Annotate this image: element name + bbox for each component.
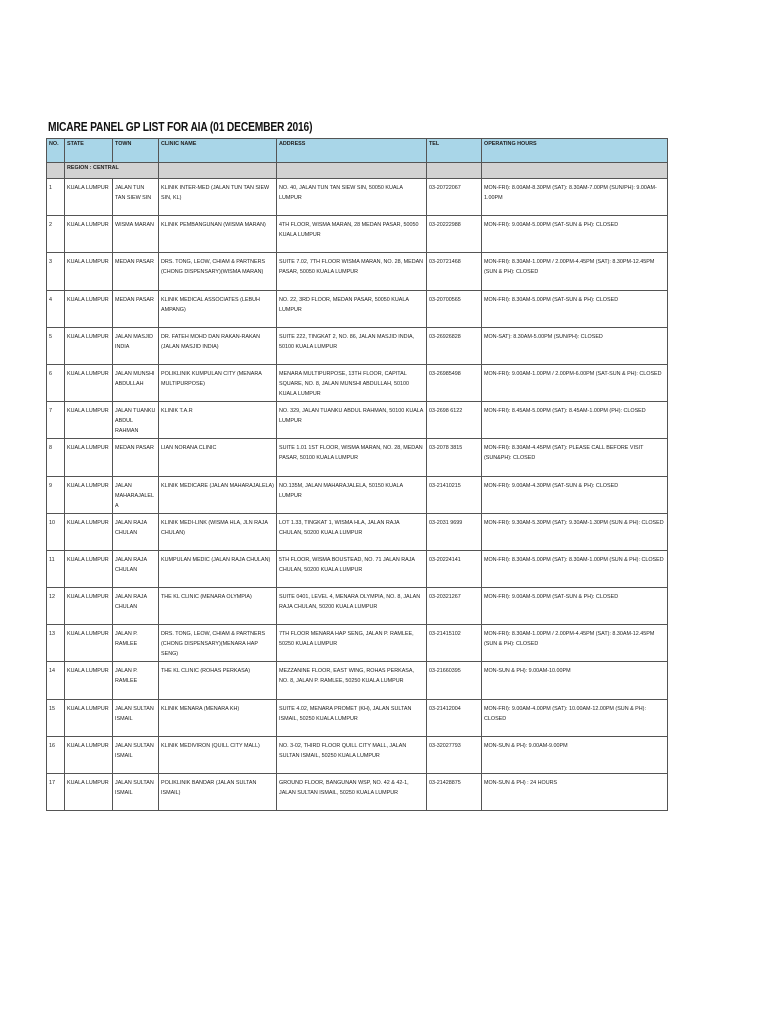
table-header <box>47 139 668 163</box>
cell-address: SUITE 4.02, MENARA PROMET (KH), JALAN SULTAN ISMAIL, 50250 KUALA LUMPUR <box>277 699 427 736</box>
cell-operating-hours: MON-FRI): 9.00AM-5.00PM (SAT-SUN & PH): CLOSED <box>482 216 668 253</box>
table-row <box>47 216 668 253</box>
col-header-state: STATE <box>65 139 113 163</box>
col-header-no: NO. <box>47 139 65 163</box>
cell-tel: 03-21660395 <box>427 662 482 699</box>
cell-address: SUITE 0401, LEVEL 4, MENARA OLYMPIA, NO. 8, JALAN RAJA CHULAN, 50200 KUALA LUMPUR <box>277 588 427 625</box>
cell-tel: 03-20700565 <box>427 290 482 327</box>
cell-address: NO. 40, JALAN TUN TAN SIEW SIN, 50050 KUALA LUMPUR <box>277 179 427 216</box>
cell-tel: 03-20222988 <box>427 216 482 253</box>
cell-address: SUITE 222, TINGKAT 2, NO. 86, JALAN MASJID INDIA, 50100 KUALA LUMPUR <box>277 327 427 364</box>
col-header-clinic-name: CLINIC NAME <box>159 139 277 163</box>
cell-clinic-name: KLINIK PEMBANGUNAN (WISMA MARAN) <box>159 216 277 253</box>
cell-address: MENARA MULTIPURPOSE, 13TH FLOOR, CAPITAL SQUARE, NO. 8, JALAN MUNSHI ABDULLAH, 50100 KUALA LUMPUR <box>277 364 427 401</box>
col-header-tel: TEL <box>427 139 482 163</box>
cell-address: MEZZANINE FLOOR, EAST WING, ROHAS PERKASA, NO. 8, JALAN P. RAMLEE, 50250 KUALA LUMPUR <box>277 662 427 699</box>
cell-operating-hours: MON-FRI): 9.00AM-1.00PM / 2.00PM-6.00PM (SAT-SUN & PH): CLOSED <box>482 364 668 401</box>
cell-tel: 03-21410215 <box>427 476 482 513</box>
cell-tel: 03-21415102 <box>427 625 482 662</box>
cell-state: KUALA LUMPUR <box>65 439 113 476</box>
cell-tel: 03-26985498 <box>427 364 482 401</box>
cell-address: 7TH FLOOR MENARA HAP SENG, JALAN P. RAMLEE, 50250 KUALA LUMPUR <box>277 625 427 662</box>
cell-state: KUALA LUMPUR <box>65 550 113 587</box>
region-cell-no <box>47 163 65 179</box>
table-row <box>47 699 668 736</box>
cell-operating-hours: MON-FRI): 9.00AM-4.00PM (SAT): 10.00AM-12.00PM (SUN & PH): CLOSED <box>482 699 668 736</box>
cell-state: KUALA LUMPUR <box>65 216 113 253</box>
cell-address: 5TH FLOOR, WISMA BOUSTEAD, NO. 71 JALAN RAJA CHULAN, 50200 KUALA LUMPUR <box>277 550 427 587</box>
table-row <box>47 662 668 699</box>
table-row <box>47 513 668 550</box>
cell-state: KUALA LUMPUR <box>65 402 113 439</box>
cell-clinic-name: POLIKLINIK KUMPULAN CITY (MENARA MULTIPURPOSE) <box>159 364 277 401</box>
cell-state: KUALA LUMPUR <box>65 327 113 364</box>
cell-operating-hours: MON-SUN & PH): 9.00AM-10.00PM <box>482 662 668 699</box>
table-row <box>47 550 668 587</box>
cell-clinic-name: LIAN NORANA CLINIC <box>159 439 277 476</box>
cell-town: JALAN RAJA CHULAN <box>113 550 159 587</box>
table-row <box>47 476 668 513</box>
cell-state: KUALA LUMPUR <box>65 364 113 401</box>
col-header-town: TOWN <box>113 139 159 163</box>
cell-operating-hours: MON-SUN & PH): 9.00AM-9.00PM <box>482 736 668 773</box>
cell-address: NO.135M, JALAN MAHARAJALELA, 50150 KUALA LUMPUR <box>277 476 427 513</box>
col-header-operating-hours: OPERATING HOURS <box>482 139 668 163</box>
cell-operating-hours: MON-SUN & PH) : 24 HOURS <box>482 774 668 811</box>
cell-town: JALAN SULTAN ISMAIL <box>113 736 159 773</box>
cell-state: KUALA LUMPUR <box>65 625 113 662</box>
cell-no: 11 <box>47 550 65 587</box>
cell-operating-hours: MON-FRI): 9.30AM-5.30PM (SAT): 9.30AM-1.30PM (SUN & PH): CLOSED <box>482 513 668 550</box>
cell-town: JALAN MUNSHI ABDULLAH <box>113 364 159 401</box>
table-body <box>47 163 668 811</box>
header-row <box>47 139 668 163</box>
cell-tel: 03-32027793 <box>427 736 482 773</box>
cell-clinic-name: POLIKLINIK BANDAR (JALAN SULTAN ISMAIL) <box>159 774 277 811</box>
table-row <box>47 625 668 662</box>
cell-no: 17 <box>47 774 65 811</box>
cell-no: 4 <box>47 290 65 327</box>
table-row <box>47 327 668 364</box>
cell-clinic-name: KLINIK MEDI-LINK (WISMA HLA, JLN RAJA CHULAN) <box>159 513 277 550</box>
table-row <box>47 774 668 811</box>
cell-tel: 03-21412004 <box>427 699 482 736</box>
cell-address: SUITE 7.02, 7TH FLOOR WISMA MARAN, NO. 28, MEDAN PASAR, 50050 KUALA LUMPUR <box>277 253 427 290</box>
cell-tel: 03-2698 6122 <box>427 402 482 439</box>
cell-town: WISMA MARAN <box>113 216 159 253</box>
table-row <box>47 402 668 439</box>
cell-clinic-name: DRS. TONG, LEOW, CHIAM & PARTNERS (CHONG DISPENSARY)(WISMA MARAN) <box>159 253 277 290</box>
cell-tel: 03-2031 9699 <box>427 513 482 550</box>
cell-operating-hours: MON-FRI): 8.30AM-4.45PM (SAT): PLEASE CALL BEFORE VISIT (SUN&PH): CLOSED <box>482 439 668 476</box>
cell-clinic-name: DR. FATEH MOHD DAN RAKAN-RAKAN (JALAN MASJID INDIA) <box>159 327 277 364</box>
cell-town: JALAN MASJID INDIA <box>113 327 159 364</box>
cell-no: 12 <box>47 588 65 625</box>
region-label: REGION : CENTRAL <box>65 163 159 179</box>
cell-no: 9 <box>47 476 65 513</box>
cell-town: MEDAN PASAR <box>113 290 159 327</box>
cell-town: MEDAN PASAR <box>113 253 159 290</box>
cell-no: 16 <box>47 736 65 773</box>
cell-town: MEDAN PASAR <box>113 439 159 476</box>
cell-clinic-name: KLINIK MENARA (MENARA KH) <box>159 699 277 736</box>
cell-address: LOT 1.33, TINGKAT 1, WISMA HLA, JALAN RAJA CHULAN, 50200 KUALA LUMPUR <box>277 513 427 550</box>
cell-no: 6 <box>47 364 65 401</box>
cell-no: 15 <box>47 699 65 736</box>
cell-tel: 03-20721468 <box>427 253 482 290</box>
cell-town: JALAN TUANKU ABDUL RAHMAN <box>113 402 159 439</box>
cell-state: KUALA LUMPUR <box>65 699 113 736</box>
cell-address: NO. 22, 3RD FLOOR, MEDAN PASAR, 50050 KUALA LUMPUR <box>277 290 427 327</box>
table-row <box>47 253 668 290</box>
cell-operating-hours: MON-FRI): 8.00AM-8.30PM (SAT): 8.30AM-7.00PM (SUN/PH): 9.00AM-1.00PM <box>482 179 668 216</box>
cell-state: KUALA LUMPUR <box>65 253 113 290</box>
cell-clinic-name: KLINIK MEDIVIRON (QUILL CITY MALL) <box>159 736 277 773</box>
cell-tel: 03-26926828 <box>427 327 482 364</box>
cell-town: JALAN P. RAMLEE <box>113 662 159 699</box>
cell-clinic-name: THE KL CLINIC (MENARA OLYMPIA) <box>159 588 277 625</box>
cell-no: 1 <box>47 179 65 216</box>
table-row <box>47 736 668 773</box>
cell-tel: 03-2078 3815 <box>427 439 482 476</box>
cell-operating-hours: MON-FRI): 9.00AM-4.30PM (SAT-SUN & PH): CLOSED <box>482 476 668 513</box>
cell-operating-hours: MON-SAT): 8.30AM-5.00PM (SUN/PH): CLOSED <box>482 327 668 364</box>
cell-state: KUALA LUMPUR <box>65 476 113 513</box>
cell-address: NO. 329, JALAN TUANKU ABDUL RAHMAN, 50100 KUALA LUMPUR <box>277 402 427 439</box>
cell-no: 3 <box>47 253 65 290</box>
region-cell-tel <box>427 163 482 179</box>
cell-clinic-name: KUMPULAN MEDIC (JALAN RAJA CHULAN) <box>159 550 277 587</box>
cell-no: 7 <box>47 402 65 439</box>
cell-state: KUALA LUMPUR <box>65 290 113 327</box>
cell-tel: 03-20722067 <box>427 179 482 216</box>
region-cell-clinic <box>159 163 277 179</box>
cell-state: KUALA LUMPUR <box>65 588 113 625</box>
table-row <box>47 588 668 625</box>
region-cell-address <box>277 163 427 179</box>
cell-state: KUALA LUMPUR <box>65 179 113 216</box>
cell-no: 5 <box>47 327 65 364</box>
cell-tel: 03-20321267 <box>427 588 482 625</box>
cell-town: JALAN RAJA CHULAN <box>113 513 159 550</box>
cell-clinic-name: THE KL CLINIC (ROHAS PERKASA) <box>159 662 277 699</box>
cell-town: JALAN MAHARAJALELA <box>113 476 159 513</box>
cell-operating-hours: MON-FRI): 8.30AM-1.00PM / 2.00PM-4.45PM (SAT): 8.30AM-12.45PM (SUN & PH): CLOSED <box>482 625 668 662</box>
cell-town: JALAN P. RAMLEE <box>113 625 159 662</box>
table-row <box>47 364 668 401</box>
cell-operating-hours: MON-FRI): 8.45AM-5.00PM (SAT): 8.45AM-1.00PM (PH): CLOSED <box>482 402 668 439</box>
cell-no: 8 <box>47 439 65 476</box>
cell-operating-hours: MON-FRI): 9.00AM-5.00PM (SAT-SUN & PH): CLOSED <box>482 588 668 625</box>
cell-operating-hours: MON-FRI): 8.30AM-1.00PM / 2.00PM-4.45PM (SAT): 8.30PM-12.45PM (SUN & PH): CLOSED <box>482 253 668 290</box>
cell-town: JALAN SULTAN ISMAIL <box>113 774 159 811</box>
cell-clinic-name: KLINIK T.A.R <box>159 402 277 439</box>
cell-state: KUALA LUMPUR <box>65 513 113 550</box>
cell-operating-hours: MON-FRI): 8.30AM-5.00PM (SAT): 8.30AM-1.00PM (SUN & PH): CLOSED <box>482 550 668 587</box>
table-row <box>47 290 668 327</box>
cell-tel: 03-20224141 <box>427 550 482 587</box>
cell-address: NO. 3-02, THIRD FLOOR QUILL CITY MALL, JALAN SULTAN ISMAIL, 50250 KUALA LUMPUR <box>277 736 427 773</box>
table-row <box>47 439 668 476</box>
table-row <box>47 179 668 216</box>
cell-town: JALAN RAJA CHULAN <box>113 588 159 625</box>
cell-operating-hours: MON-FRI): 8.30AM-5.00PM (SAT-SUN & PH): CLOSED <box>482 290 668 327</box>
region-row <box>47 163 668 179</box>
cell-no: 10 <box>47 513 65 550</box>
cell-address: GROUND FLOOR, BANGUNAN WSP, NO. 42 & 42-1, JALAN SULTAN ISMAIL, 50250 KUALA LUMPUR <box>277 774 427 811</box>
cell-state: KUALA LUMPUR <box>65 774 113 811</box>
cell-clinic-name: KLINIK INTER-MED (JALAN TUN TAN SIEW SIN, KL) <box>159 179 277 216</box>
cell-clinic-name: KLINIK MEDICARE (JALAN MAHARAJALELA) <box>159 476 277 513</box>
cell-clinic-name: KLINIK MEDICAL ASSOCIATES (LEBUH AMPANG) <box>159 290 277 327</box>
cell-state: KUALA LUMPUR <box>65 662 113 699</box>
cell-address: 4TH FLOOR, WISMA MARAN, 28 MEDAN PASAR, 50050 KUALA LUMPUR <box>277 216 427 253</box>
cell-tel: 03-21428875 <box>427 774 482 811</box>
cell-town: JALAN TUN TAN SIEW SIN <box>113 179 159 216</box>
cell-no: 2 <box>47 216 65 253</box>
cell-no: 14 <box>47 662 65 699</box>
col-header-address: ADDRESS <box>277 139 427 163</box>
cell-clinic-name: DRS. TONG, LEOW, CHIAM & PARTNERS (CHONG DISPENSARY)(MENARA HAP SENG) <box>159 625 277 662</box>
cell-town: JALAN SULTAN ISMAIL <box>113 699 159 736</box>
region-cell-hours <box>482 163 668 179</box>
gp-list-table <box>46 138 668 811</box>
cell-no: 13 <box>47 625 65 662</box>
cell-state: KUALA LUMPUR <box>65 736 113 773</box>
document-title: MICARE PANEL GP LIST FOR AIA (01 DECEMBER 2016) <box>48 120 313 134</box>
cell-address: SUITE 1.01 1ST FLOOR, WISMA MARAN, NO. 28, MEDAN PASAR, 50100 KUALA LUMPUR <box>277 439 427 476</box>
